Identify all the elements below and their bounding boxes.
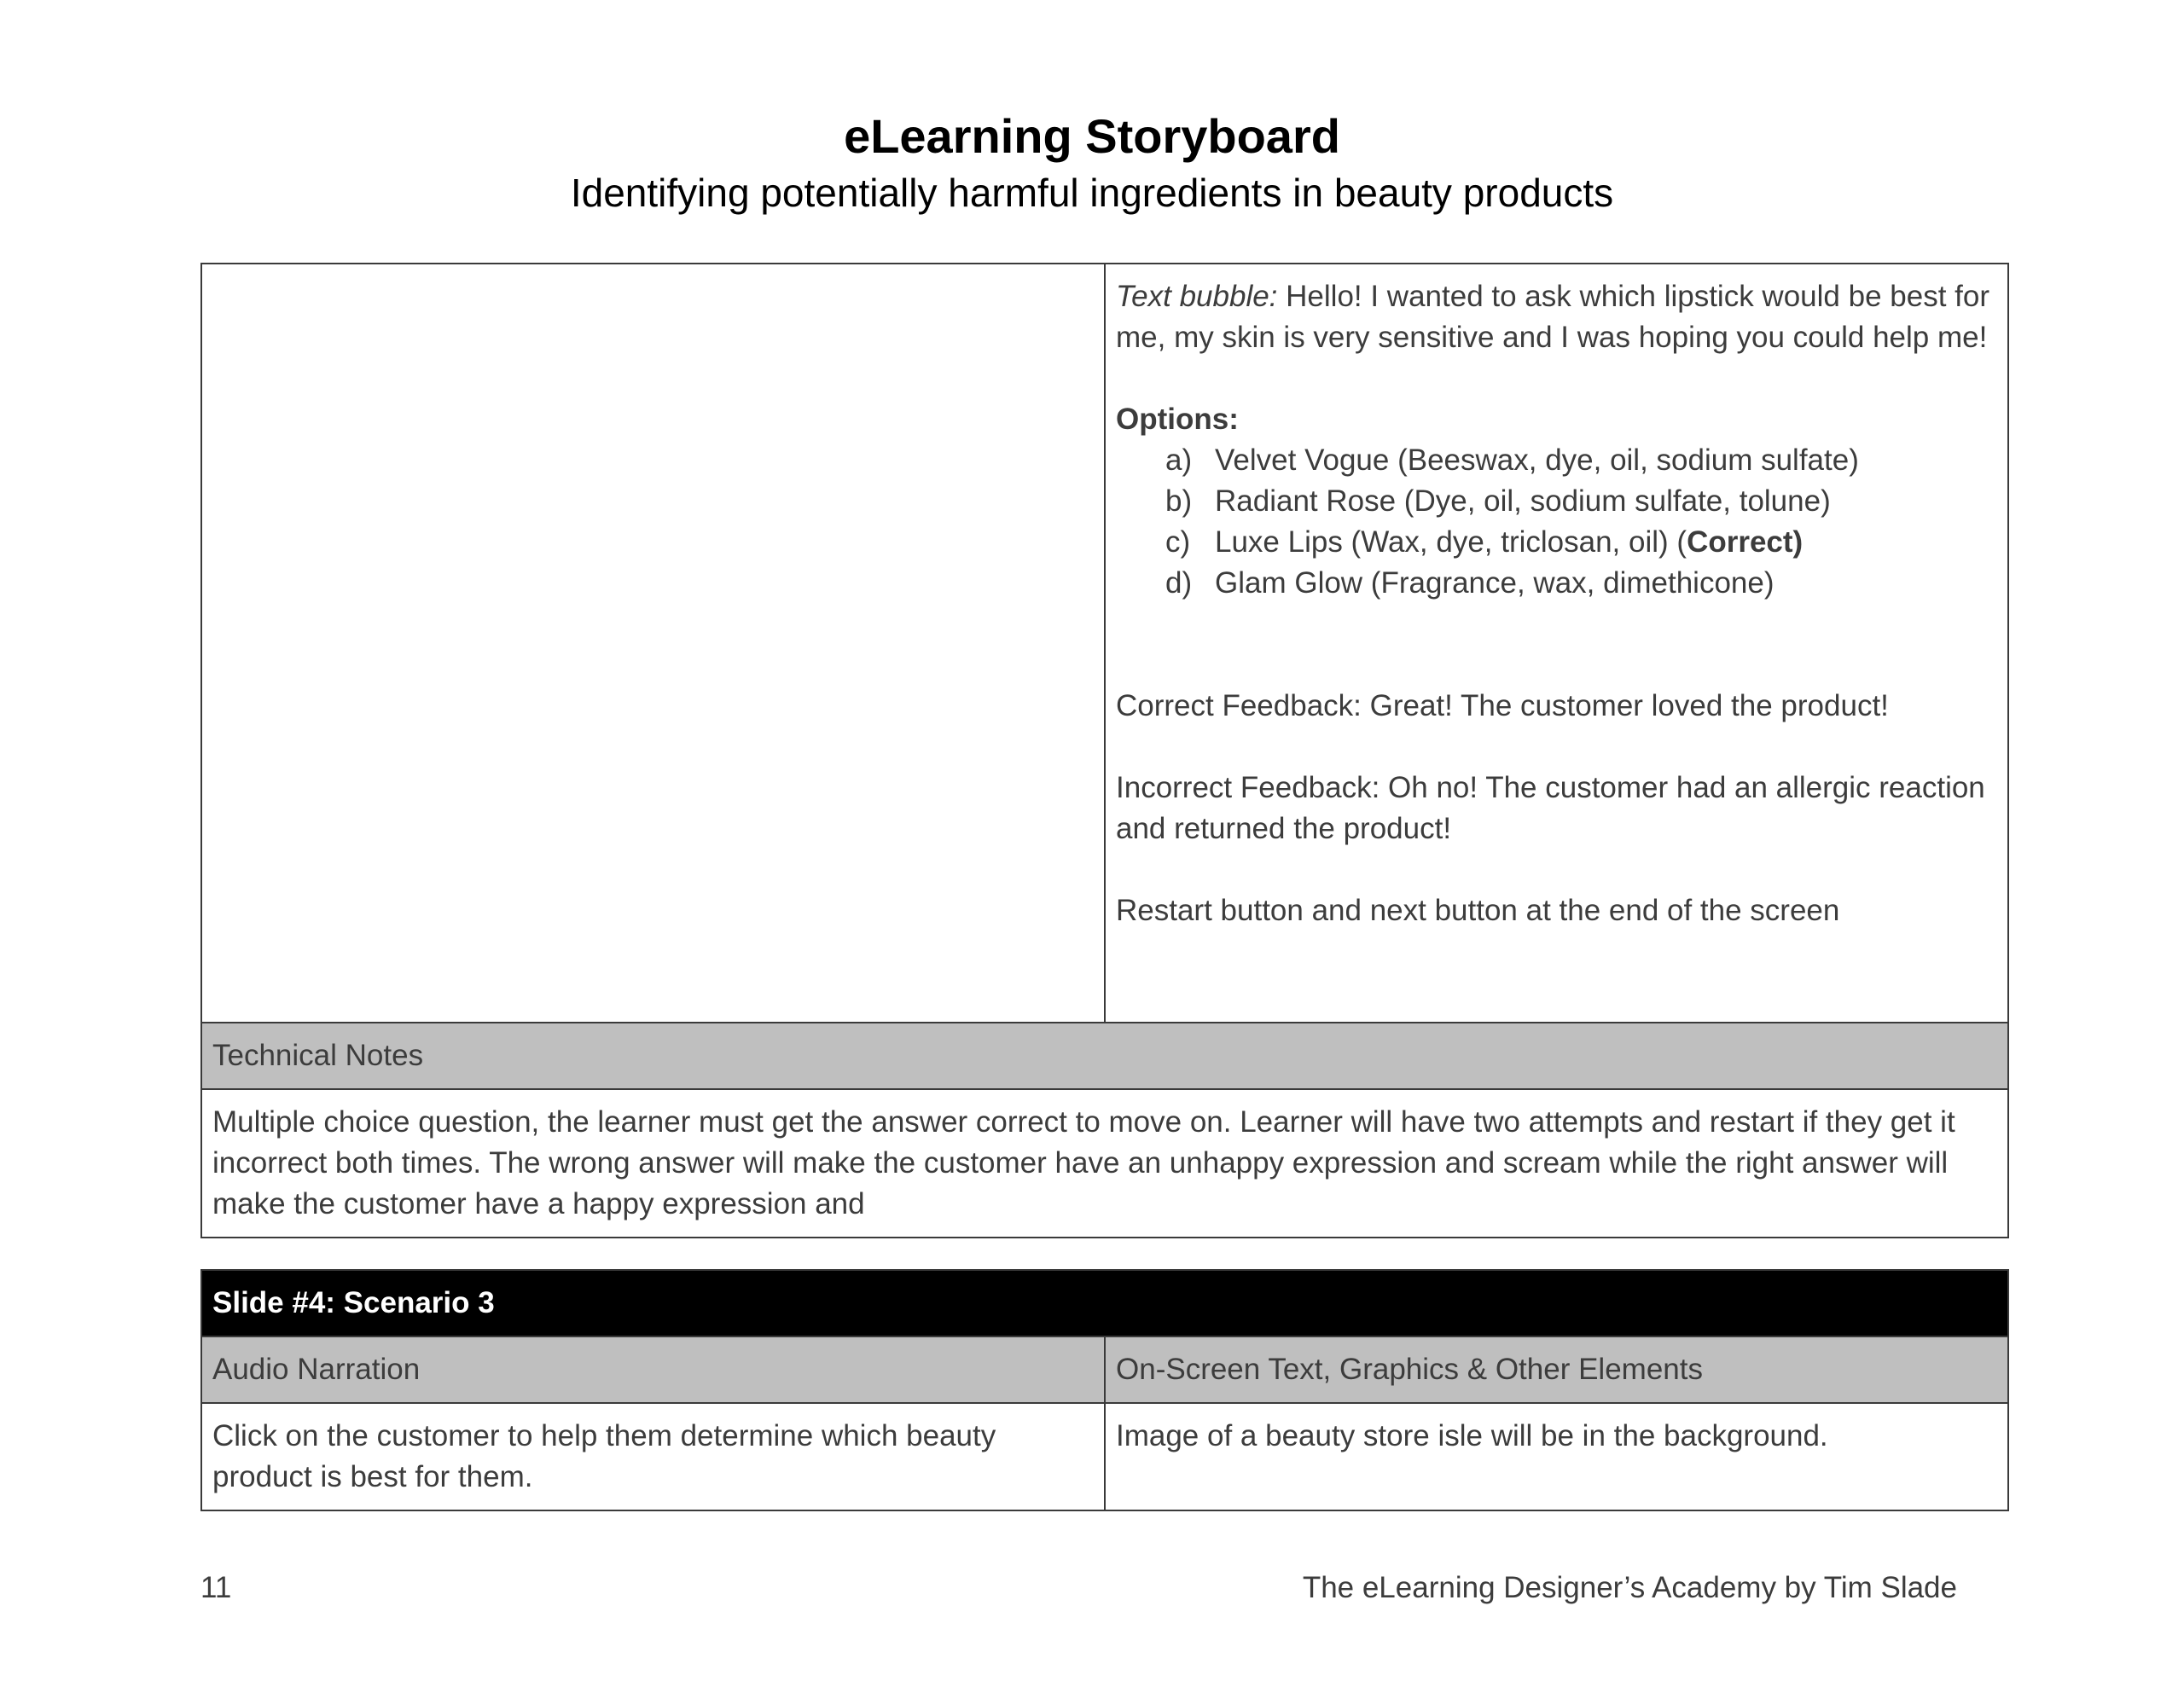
slide3-content-row	[201, 264, 2008, 1023]
option-letter: c)	[1165, 525, 1191, 559]
options-label: Options:	[1116, 403, 1239, 436]
incorrect-feedback: Incorrect Feedback: Oh no! The customer had an allergic reaction and returned the product!	[1116, 771, 1985, 845]
list-item	[1116, 481, 1997, 522]
onscreen-elements-text: Image of a beauty store isle will be in the background.	[1105, 1403, 2008, 1510]
audio-narration-cell	[201, 264, 1105, 1023]
option-letter: a)	[1165, 443, 1193, 477]
slide4-heading: Slide #4: Scenario 3	[201, 1270, 2008, 1336]
audio-narration-header: Audio Narration	[201, 1336, 1105, 1403]
option-text: Glam Glow (Fragrance, wax, dimethicone)	[1215, 566, 1774, 600]
page-title: eLearning Storyboard	[844, 109, 1340, 163]
page-number: 11	[200, 1571, 232, 1604]
footer-credit: The eLearning Designer’s Academy by Tim Slade	[1302, 1571, 1957, 1604]
correct-feedback: Correct Feedback: Great! The customer loved the product!	[1116, 689, 1889, 722]
text-bubble-text: Hello! I wanted to ask which lipstick would be best for me, my skin is very sensitive and I was hoping you could help me!	[1116, 280, 1989, 354]
onscreen-elements-header: On-Screen Text, Graphics & Other Elements	[1105, 1336, 2008, 1403]
list-item	[1116, 522, 1997, 563]
option-text: Velvet Vogue (Beeswax, dye, oil, sodium sulfate)	[1215, 443, 1859, 477]
list-item	[1116, 440, 1997, 481]
slide3-table	[200, 263, 2009, 1238]
list-item	[1116, 563, 1997, 604]
slide4-table	[200, 1269, 2009, 1511]
option-letter: d)	[1165, 566, 1193, 600]
page-subtitle: Identifying potentially harmful ingredients in beauty products	[570, 171, 1614, 215]
technical-notes-text: Multiple choice question, the learner must get the answer correct to move on. Learner will have two attempts and restart if they get it incorrect both times. The wrong answer will make the customer have an unhappy expression and scream while the right answer will make the customer have a happy expression and	[201, 1089, 2008, 1238]
text-bubble-paragraph	[1116, 276, 1997, 358]
option-text: Luxe Lips (Wax, dye, triclosan, oil) (	[1215, 525, 1687, 559]
text-bubble-label: Text bubble:	[1116, 280, 1278, 313]
options-list	[1116, 440, 1997, 604]
option-letter: b)	[1165, 484, 1193, 518]
correct-marker: Correct)	[1687, 525, 1804, 559]
buttons-note: Restart button and next button at the end of the screen	[1116, 894, 1840, 927]
audio-narration-text: Click on the customer to help them determine which beauty product is best for them.	[201, 1403, 1105, 1510]
onscreen-elements-cell	[1105, 264, 2008, 1023]
technical-notes-header: Technical Notes	[201, 1023, 2008, 1089]
option-text: Radiant Rose (Dye, oil, sodium sulfate, tolune)	[1215, 484, 1831, 518]
